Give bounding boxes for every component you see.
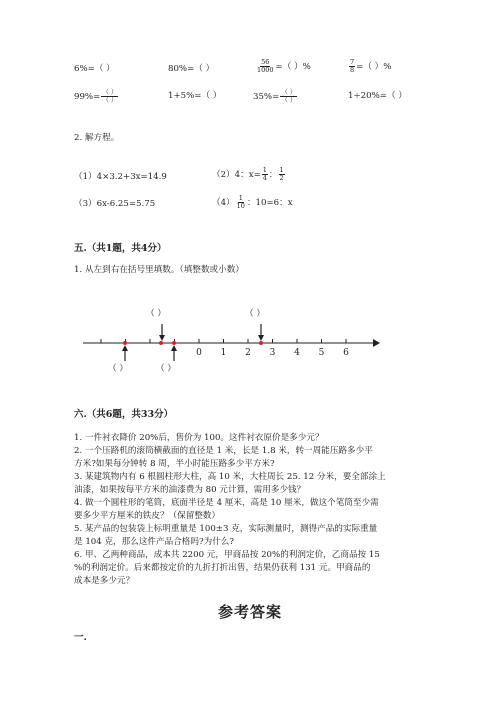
- red-point-2: [159, 341, 163, 345]
- fraction: $\frac{1}{4}$: [262, 166, 267, 182]
- problem-line-11: %的利润定价。后来都按定价的九折打折出售，结果仍获利 131 元。甲商品的: [74, 563, 371, 573]
- red-point-1: [123, 341, 127, 345]
- calc-item-2-1: 99%= $\frac{( )}{( )}$: [74, 88, 118, 104]
- red-point-3: [172, 341, 176, 345]
- blank-bottom-1: （ ）: [108, 364, 128, 374]
- fraction: $\frac{7}{8}$: [350, 58, 355, 74]
- problem-line-2: 2. 一个压路机的滚筒横截面的直径是 1 米，长是 1.8 米，转一周能压路多少平: [74, 446, 373, 456]
- calc-item-2-3: 35%= $\frac{( )}{( )}$: [253, 88, 297, 104]
- arrow-down-2-head-icon: [258, 335, 264, 341]
- answers-title: 参考答案: [218, 603, 283, 621]
- calc-item-1-1: 6%=（ ）: [74, 64, 115, 74]
- solve-heading: 2. 解方程。: [74, 133, 120, 143]
- fraction: $\frac{1}{10}$: [236, 194, 245, 210]
- problem-line-6: 4. 做一个圆柱形的笔筒，底面半径是 4 厘米，高是 10 厘米，做这个笔筒至少需: [74, 498, 379, 508]
- problem-line-1: 1. 一件衬衣降价 20%后，售价为 100。这件衬衣原价是多少元？: [74, 433, 324, 443]
- fraction: $\frac{( )}{( )}$: [102, 88, 118, 104]
- fraction: $\frac{1}{2}$: [279, 166, 284, 182]
- fraction: $\frac{( )}{( )}$: [281, 88, 297, 104]
- problem-line-4: 3. 某建筑物内有 6 根圆柱形大柱，高 10 米，大柱周长 25. 12 分米，要全部涂上: [74, 472, 386, 482]
- tick-label: 3: [269, 348, 276, 358]
- section-5-question: 1. 从左到右在括号里填数。（填整数或小数）: [74, 265, 244, 275]
- answers-section-1: 一.: [74, 632, 87, 643]
- equation-1: （1）4×3.2+3x=14.9: [74, 172, 167, 182]
- problem-line-12: 成本是多少元？: [74, 576, 135, 586]
- fraction: $\frac{56}{1000}$: [257, 58, 274, 74]
- calc-item-1-2: 80%=（ ）: [168, 64, 215, 74]
- arrow-up-1-head-icon: [122, 345, 128, 351]
- arrow-up-2-head-icon: [171, 345, 177, 351]
- blank-bottom-2: （ ）: [156, 364, 176, 374]
- problem-line-8: 5. 某产品的包装袋上标明重量是 100±3 克，实际测量时，测得产品的实际重量: [74, 524, 378, 534]
- red-point-4: [259, 341, 263, 345]
- axis-arrow-icon: [373, 339, 380, 347]
- blank-top-1: （ ）: [146, 309, 166, 319]
- blank-top-2: （ ）: [245, 309, 265, 319]
- calc-item-1-3: $\frac{56}{1000}$ =（ ）%: [257, 58, 311, 74]
- problem-line-3: 方米?如果每分钟转 8 周，半小时能压路多少平方米?: [74, 459, 275, 469]
- calc-item-1-4: $\frac{7}{8}$ =（ ）%: [350, 58, 392, 74]
- problem-line-9: 是 104 克，那么这件产品合格吗?为什么?: [74, 537, 234, 547]
- equation-4: （4） $\frac{1}{10}$ ：10=6：x: [212, 194, 293, 210]
- tick-label: 1: [220, 348, 227, 358]
- problem-line-5: 油漆，如果按每平方米的油漆费为 80 元计算，需用多少钱？: [74, 485, 306, 495]
- tick-label: 0: [196, 348, 202, 358]
- tick-label: 2: [245, 348, 251, 358]
- calc-item-2-4: 1÷20%=（ ）: [348, 91, 407, 101]
- tick-label: 4: [294, 348, 300, 358]
- tick-label: 5: [318, 348, 325, 358]
- section-6-heading: 六.（共6题，共33分）: [74, 409, 174, 420]
- problem-line-7: 要多少平方厘米的铁皮？（保留整数）: [74, 511, 221, 521]
- equation-2: （2）4：x= $\frac{1}{4}$ ： $\frac{1}{2}$: [212, 166, 284, 182]
- section-5-heading: 五.（共1题，共4分）: [74, 243, 167, 254]
- problem-line-10: 6. 甲、乙两种商品，成本共 2200 元，甲商品按 20%的利润定价，乙商品按 15: [74, 550, 380, 560]
- tick-label: 6: [343, 348, 349, 358]
- arrow-down-1-head-icon: [159, 335, 165, 341]
- equation-3: （3）6x-6.25=5.75: [74, 199, 156, 209]
- calc-item-2-2: 1+5%=（ ）: [168, 91, 222, 101]
